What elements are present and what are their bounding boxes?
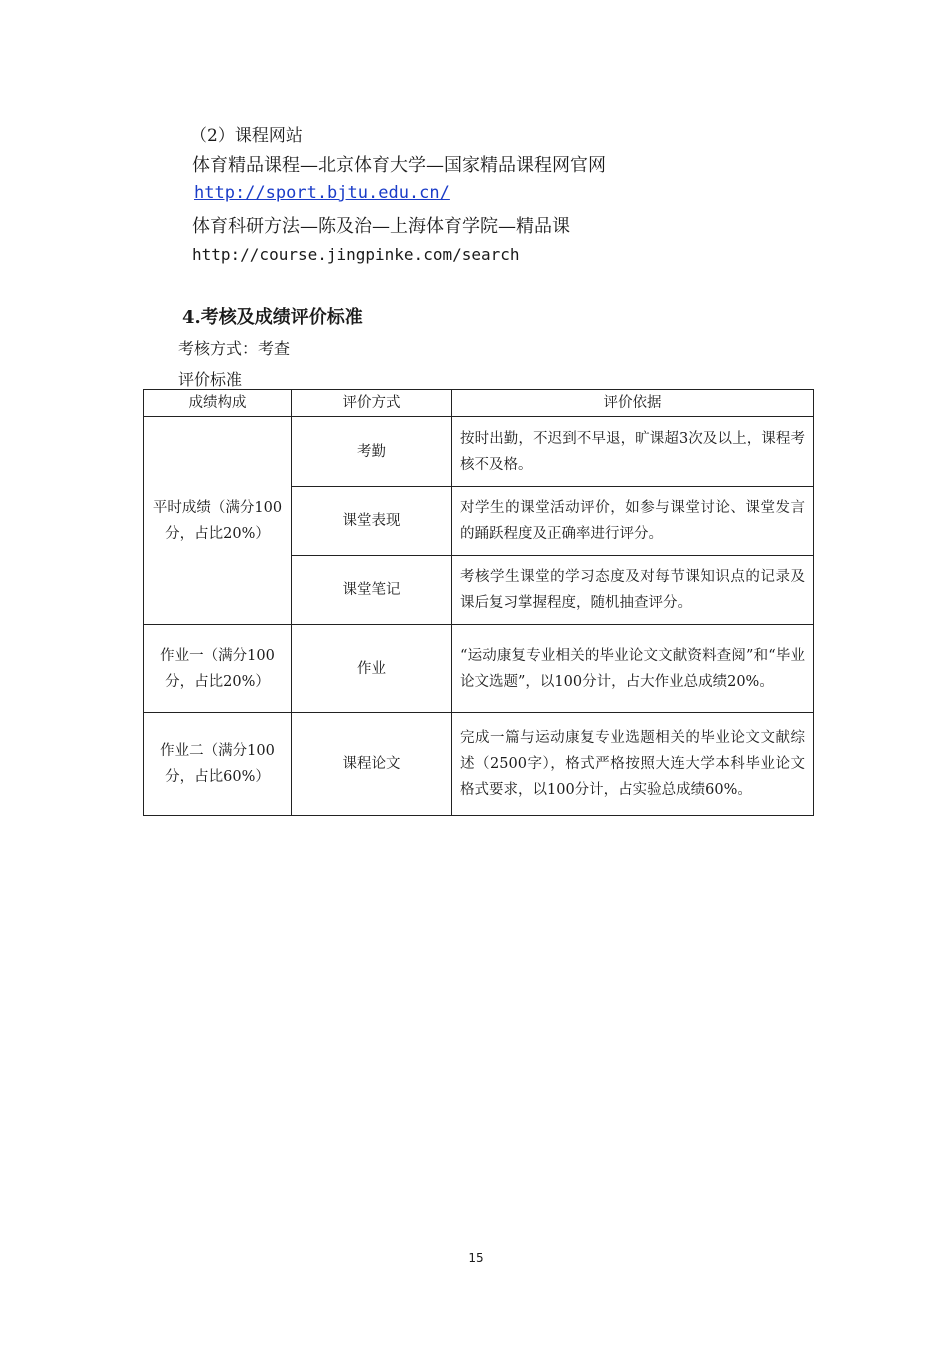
table-row (144, 625, 814, 713)
table-row (144, 713, 814, 816)
method-cell: 考勤 (292, 417, 452, 487)
basis-cell: 按时出勤，不迟到不早退，旷课超3次及以上，课程考核不及格。 (452, 417, 814, 487)
basis-cell: 完成一篇与运动康复专业选题相关的毕业论文文献综述（2500字），格式严格按照大连大学本科毕业论文格式要求，以100分计，占实验总成绩60%。 (452, 713, 814, 816)
hw1-component-cell: 作业一（满分100分，占比20%） (144, 625, 292, 713)
hw2-component-cell: 作业二（满分100分，占比60%） (144, 713, 292, 816)
course1-link[interactable]: http://sport.bjtu.edu.cn/ (194, 183, 450, 203)
basis-cell: 对学生的课堂活动评价，如参与课堂讨论、课堂发言的踊跃程度及正确率进行评分。 (452, 487, 814, 556)
header-component: 成绩构成 (144, 390, 292, 417)
method-cell: 作业 (292, 625, 452, 713)
header-basis: 评价依据 (452, 390, 814, 417)
regular-component-cell: 平时成绩（满分100分，占比20%） (144, 417, 292, 625)
header-method: 评价方式 (292, 390, 452, 417)
method-cell: 课程论文 (292, 713, 452, 816)
section-heading: 4.考核及成绩评价标准 (182, 307, 363, 328)
table-header-row (144, 390, 814, 417)
course2-title: 体育科研方法—陈及治—上海体育学院—精品课 (192, 216, 570, 237)
method-cell: 课堂笔记 (292, 556, 452, 625)
grading-table (143, 389, 814, 816)
method-cell: 课堂表现 (292, 487, 452, 556)
course2-url: http://course.jingpinke.com/search (192, 245, 520, 264)
assessment-method: 考核方式：考查 (178, 339, 291, 358)
basis-cell: 考核学生课堂的学习态度及对每节课知识点的记录及课后复习掌握程度，随机抽查评分。 (452, 556, 814, 625)
table-row (144, 417, 814, 487)
website-heading: （2）课程网站 (190, 126, 303, 146)
basis-cell: “运动康复专业相关的毕业论文文献资料查阅”和“毕业论文选题”，以100分计，占大作业总成绩20%。 (452, 625, 814, 713)
criteria-label: 评价标准 (178, 370, 243, 389)
course1-title: 体育精品课程—北京体育大学—国家精品课程网官网 (192, 155, 606, 176)
page-number: 15 (468, 1251, 484, 1265)
